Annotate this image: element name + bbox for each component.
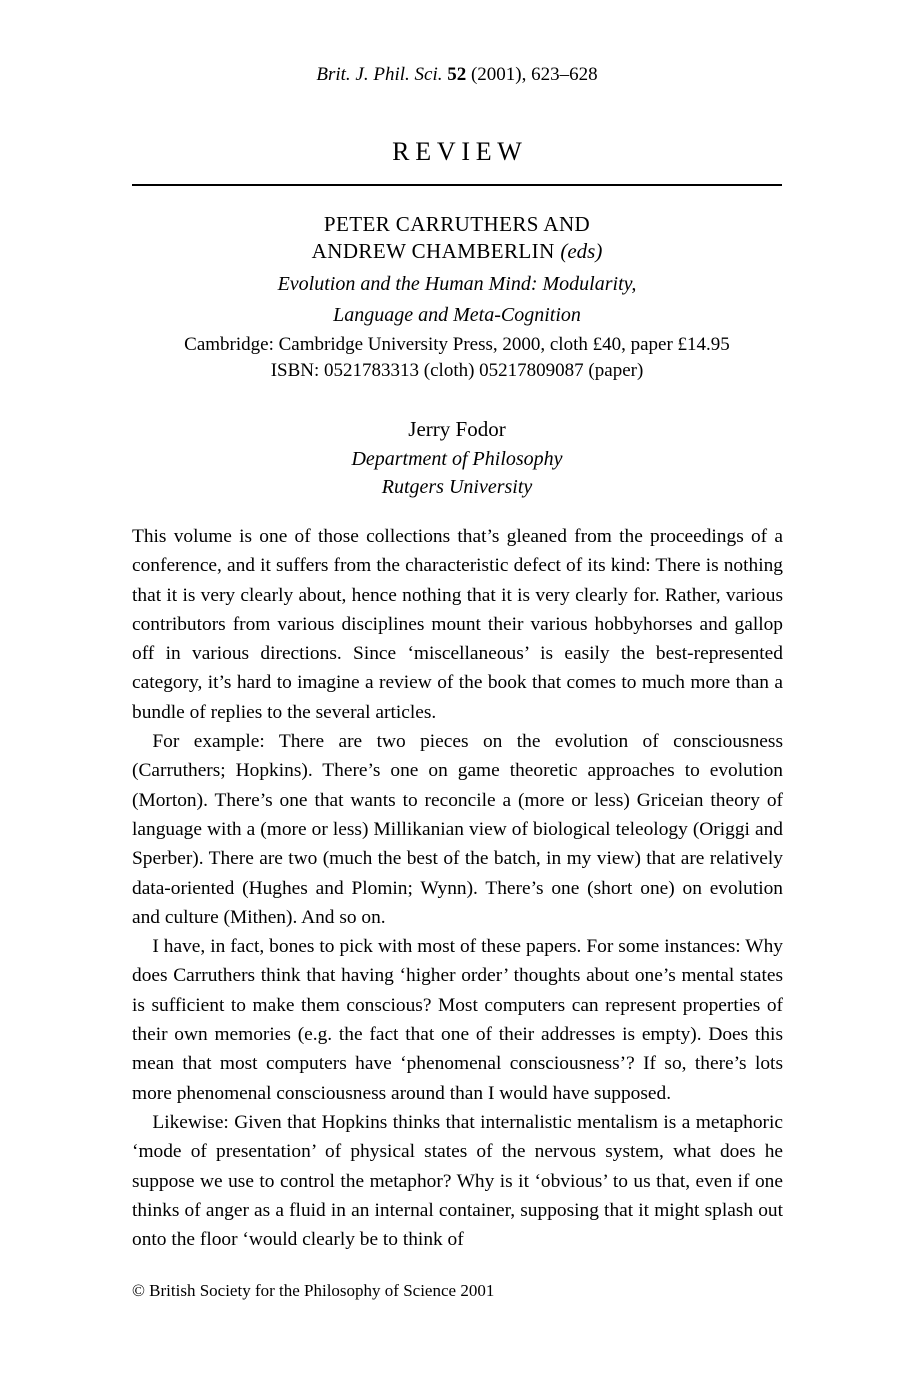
reviewer-department: Department of Philosophy <box>351 447 563 470</box>
reviewer-institution: Rutgers University <box>381 476 533 499</box>
year-and-pages: (2001), 623–628 <box>470 64 598 85</box>
editors-line-1: PETER CARRUTHERS AND <box>323 212 591 236</box>
publisher-imprint: Cambridge: Cambridge University Press, 2000, cloth £40, paper £14.95 <box>184 334 730 356</box>
editor-name-second: ANDREW CHAMBERLIN <box>311 239 561 264</box>
isbn-line: ISBN: 0521783313 (cloth) 05217809087 (paper) <box>270 360 644 382</box>
editors-line-2 <box>132 238 782 265</box>
volume-number: 52 <box>447 64 467 85</box>
review-body <box>132 522 783 1254</box>
copyright-footer: © British Society for the Philosophy of Science 2001 <box>132 1281 495 1300</box>
editors-role-label: (eds) <box>560 239 603 264</box>
body-paragraph: Likewise: Given that Hopkins thinks that internalistic mentalism is a metaphoric ‘mode of presentation’ of physical states of the nervous system, what does he suppose we use to control the metaphor? Why is it ‘obvious’ to us that, even if one thinks of anger as a fluid in an internal container, supposing that it might splash out onto the floor ‘would clearly be to think of <box>132 1111 783 1251</box>
body-paragraph: For example: There are two pieces on the evolution of consciousness (Carruthers; Hopkins). There’s one on game theoretic approaches to evolution (Morton). There’s one that wants to reconcile a (more or less) Griceian theory of language with a (more or less) Millikanian view of biological teleology (Origgi and Sperber). There are two (much the best of the batch, in my view) that are relatively data-oriented (Hughes and Plomin; Wynn). There’s one (short one) on evolution and culture (Mithen). And so on. <box>132 731 783 928</box>
reviewer-details <box>132 415 782 502</box>
body-paragraph: This volume is one of those collections that’s gleaned from the proceedings of a conference, and it suffers from the characteristic defect of its kind: There is nothing that it is very clearly about, hence nothing that it is very clearly for. Rather, various contributors from various disciplines mount their various hobbyhorses and gallop off in various directions. Since ‘miscellaneous’ is easily the best-represented category, it’s hard to imagine a review of the book that comes to much more than a bundle of replies to the several articles. <box>132 526 783 723</box>
journal-name: Brit. J. Phil. Sci. <box>316 64 443 85</box>
body-paragraph: I have, in fact, bones to pick with most of these papers. For some instances: Why does Carruthers think that having ‘higher order’ thoughts about one’s mental states is sufficient to make them conscious? Most computers can represent properties of their own memories (e.g. the fact that one of their addresses is empty). Does this mean that most computers have ‘phenomenal consciousness’? If so, there’s lots more phenomenal consciousness around than I would have supposed. <box>132 936 783 1104</box>
book-title-line-1: Evolution and the Human Mind: Modularity, <box>277 272 637 295</box>
section-heading: REVIEW <box>392 137 528 166</box>
book-details <box>132 211 782 384</box>
running-head <box>132 64 782 87</box>
header-divider <box>132 184 782 186</box>
reviewer-name: Jerry Fodor <box>408 417 506 441</box>
book-title-line-2: Language and Meta-Cognition <box>333 303 581 326</box>
